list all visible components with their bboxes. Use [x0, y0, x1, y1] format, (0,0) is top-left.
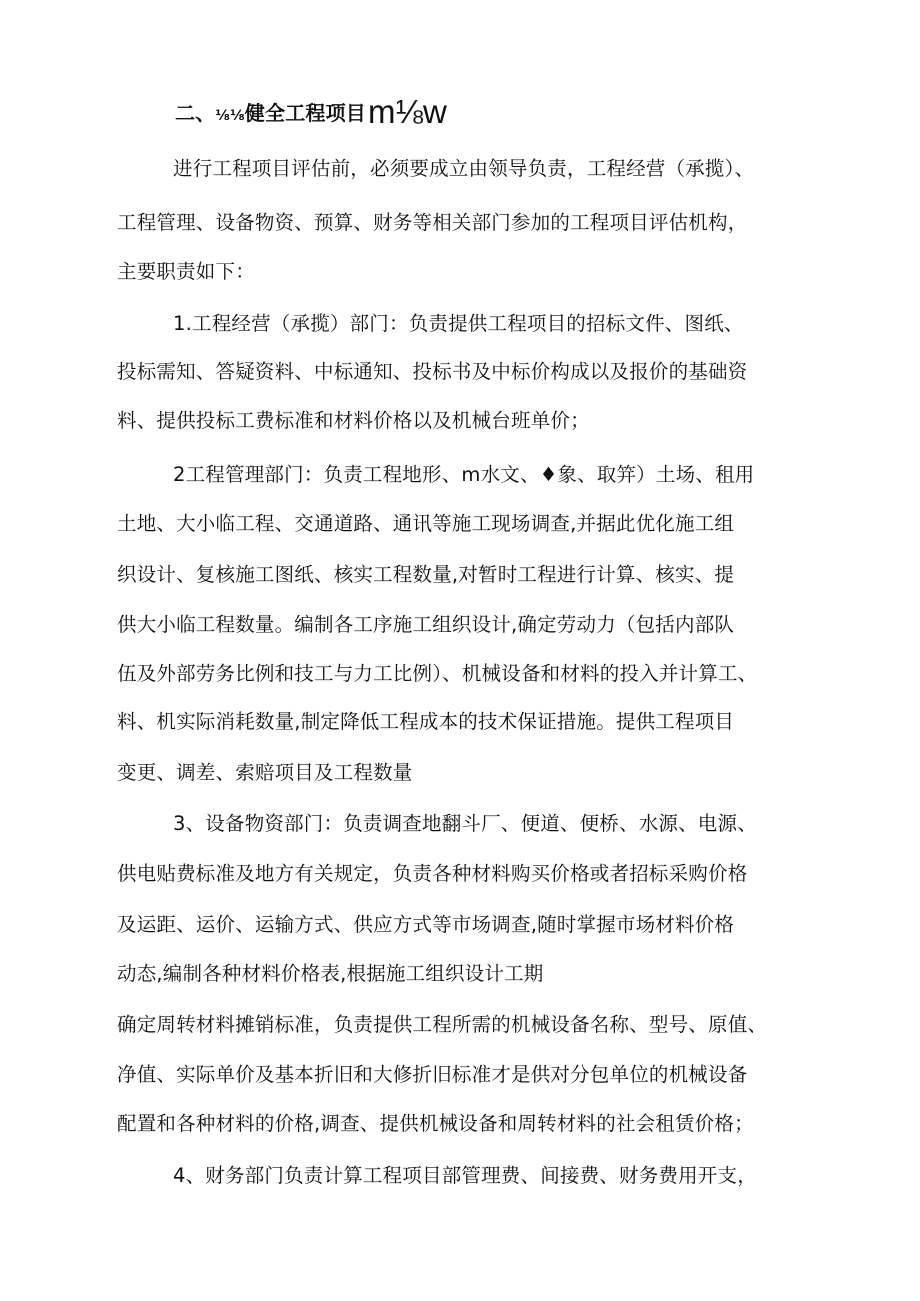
body-line: 土地、大小临工程、交通道路、通讯等施工现场调查,并据此优化施工组 [117, 512, 735, 535]
body-line: 进行工程项目评估前，必须要成立由领导负责，工程经营（承揽）、 [173, 157, 755, 180]
heading-garbled-large: m⅛w [368, 93, 447, 130]
body-line: 伍及外部劳务比例和技工与力工比例）、机械设备和材料的投入并计算工、 [117, 662, 758, 685]
heading-garbled-small: ⅛⅛ [215, 108, 245, 124]
heading-text: 健全工程项目 [244, 101, 366, 125]
body-line: 供电贴费标准及地方有关规定，负责各种材料购买价格或者招标采购价格 [117, 862, 748, 885]
body-line: 料、提供投标工费标准和材料价格以及机械台班单价； [117, 409, 590, 432]
body-line: 动态,编制各种材料价格表,根据施工组织设计工期 [117, 962, 544, 985]
body-line: 工程管理、设备物资、预算、财务等相关部门参加的工程项目评估机构， [117, 211, 748, 234]
body-line: 2工程管理部门：负责工程地形、m水文、♦象、取笄）土场、租用 [173, 463, 755, 486]
body-line: 及运距、运价、运输方式、供应方式等市场调查,随时掌握市场材料价格 [117, 913, 735, 936]
body-line: 织设计、复核施工图纸、核实工程数量,对暂时工程进行计算、核实、提 [117, 563, 735, 586]
body-line: 净值、实际单价及基本折旧和大修折旧标准才是供对分包单位的机械设备 [117, 1063, 748, 1086]
body-line: 变更、调差、索赔项目及工程数量 [117, 761, 413, 784]
body-line: 确定周转材料摊销标准，负责提供工程所需的机械设备名称、型号、原值、 [117, 1013, 768, 1036]
body-line: 投标需知、答疑资料、中标通知、投标书及中标价构成以及报价的基础资 [117, 360, 748, 383]
body-line: 料、机实际消耗数量,制定降低工程成本的技术保证措施。提供工程项目 [117, 710, 735, 733]
body-line: 3、设备物资部门：负责调查地翻斗厂、便道、便桥、水源、电源、 [173, 812, 757, 835]
heading-prefix: 二、 [175, 101, 216, 125]
body-line: 主要职责如下： [117, 260, 255, 283]
body-line: 4、财务部门负责计算工程项目部管理费、间接费、财务费用开支， [173, 1164, 757, 1187]
body-line: 配置和各种材料的价格,调查、提供机械设备和周转材料的社会租赁价格； [117, 1112, 754, 1135]
body-line: 供大小临工程数量。编制各工序施工组织设计,确定劳动力（包括内部队 [117, 613, 735, 636]
section-heading [175, 93, 916, 130]
body-line: 1.工程经营（承揽）部门：负责提供工程项目的招标文件、图纸、 [173, 312, 744, 335]
